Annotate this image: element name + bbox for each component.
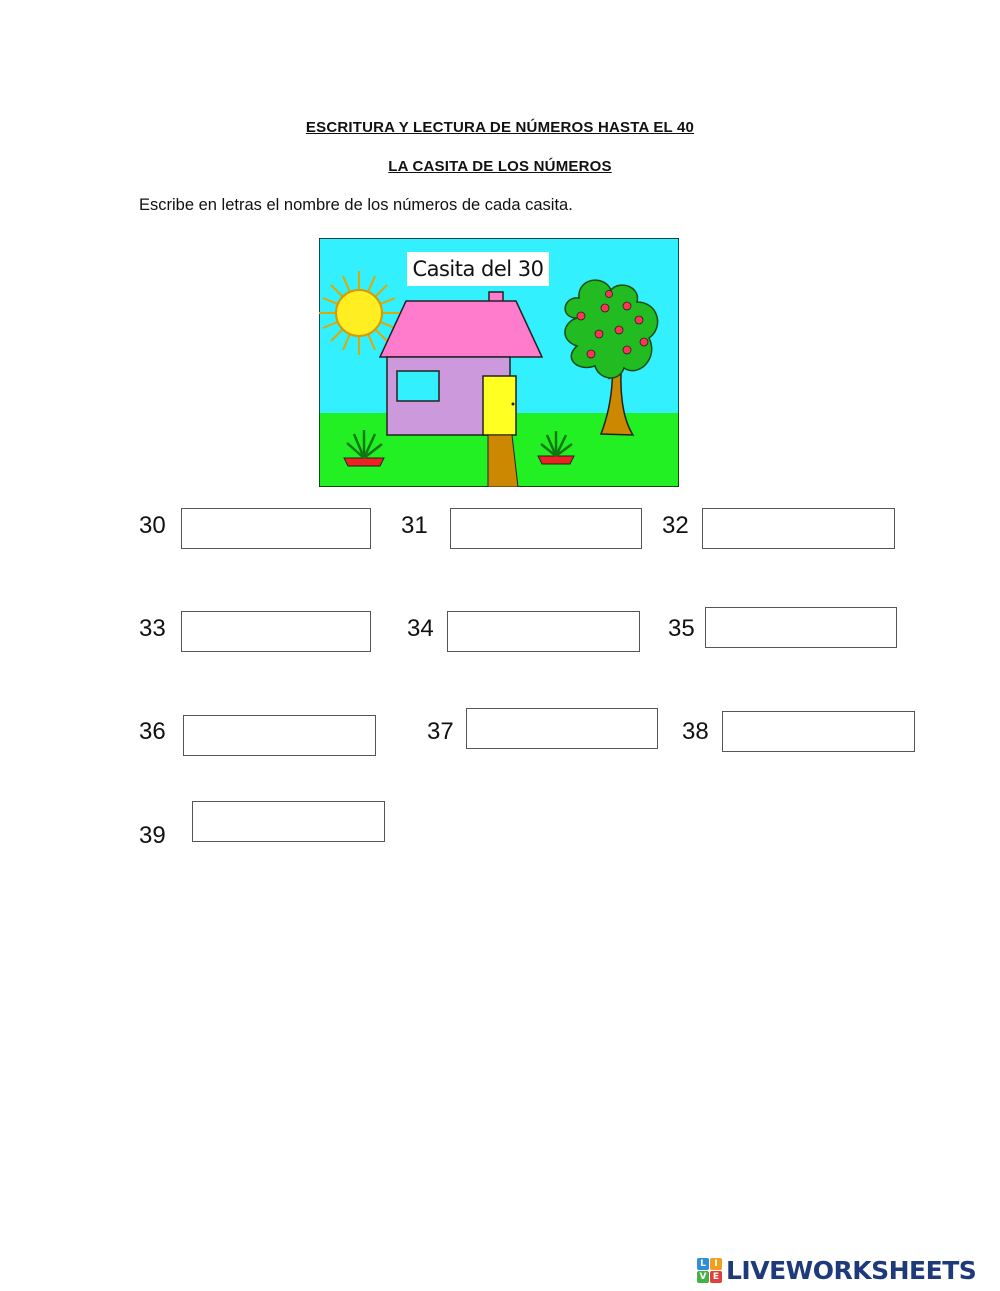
liveworksheets-badge-icon — [697, 1258, 722, 1283]
logo-text: LIVEWORKSHEETS — [726, 1255, 977, 1285]
answer-input-32[interactable] — [702, 508, 895, 549]
number-label: 33 — [139, 615, 166, 642]
answer-input-31[interactable] — [450, 508, 642, 549]
house-illustration — [319, 238, 679, 487]
number-label: 35 — [668, 615, 695, 642]
number-label: 31 — [401, 512, 428, 539]
badge-letter: I — [710, 1258, 722, 1270]
number-label: 30 — [139, 512, 166, 539]
answer-input-36[interactable] — [183, 715, 376, 756]
worksheet-title: ESCRITURA Y LECTURA DE NÚMEROS HASTA EL 40 — [305, 119, 695, 136]
answer-input-30[interactable] — [181, 508, 371, 549]
answer-input-37[interactable] — [466, 708, 658, 749]
badge-letter: L — [697, 1258, 709, 1270]
liveworksheets-logo[interactable] — [697, 1255, 976, 1285]
scene-label: Casita del 30 — [407, 252, 549, 286]
worksheet-subtitle: LA CASITA DE LOS NÚMEROS — [388, 158, 612, 175]
number-label: 36 — [139, 718, 166, 745]
answer-input-33[interactable] — [181, 611, 371, 652]
number-label: 37 — [427, 718, 454, 745]
answer-input-34[interactable] — [447, 611, 640, 652]
answer-input-38[interactable] — [722, 711, 915, 752]
number-label: 38 — [682, 718, 709, 745]
instruction-text: Escribe en letras el nombre de los números de cada casita. — [139, 196, 573, 214]
number-label: 32 — [662, 512, 689, 539]
answer-input-39[interactable] — [192, 801, 385, 842]
badge-letter: V — [697, 1271, 709, 1283]
badge-letter: E — [710, 1271, 722, 1283]
number-label: 34 — [407, 615, 434, 642]
number-label: 39 — [139, 822, 166, 849]
answer-input-35[interactable] — [705, 607, 897, 648]
